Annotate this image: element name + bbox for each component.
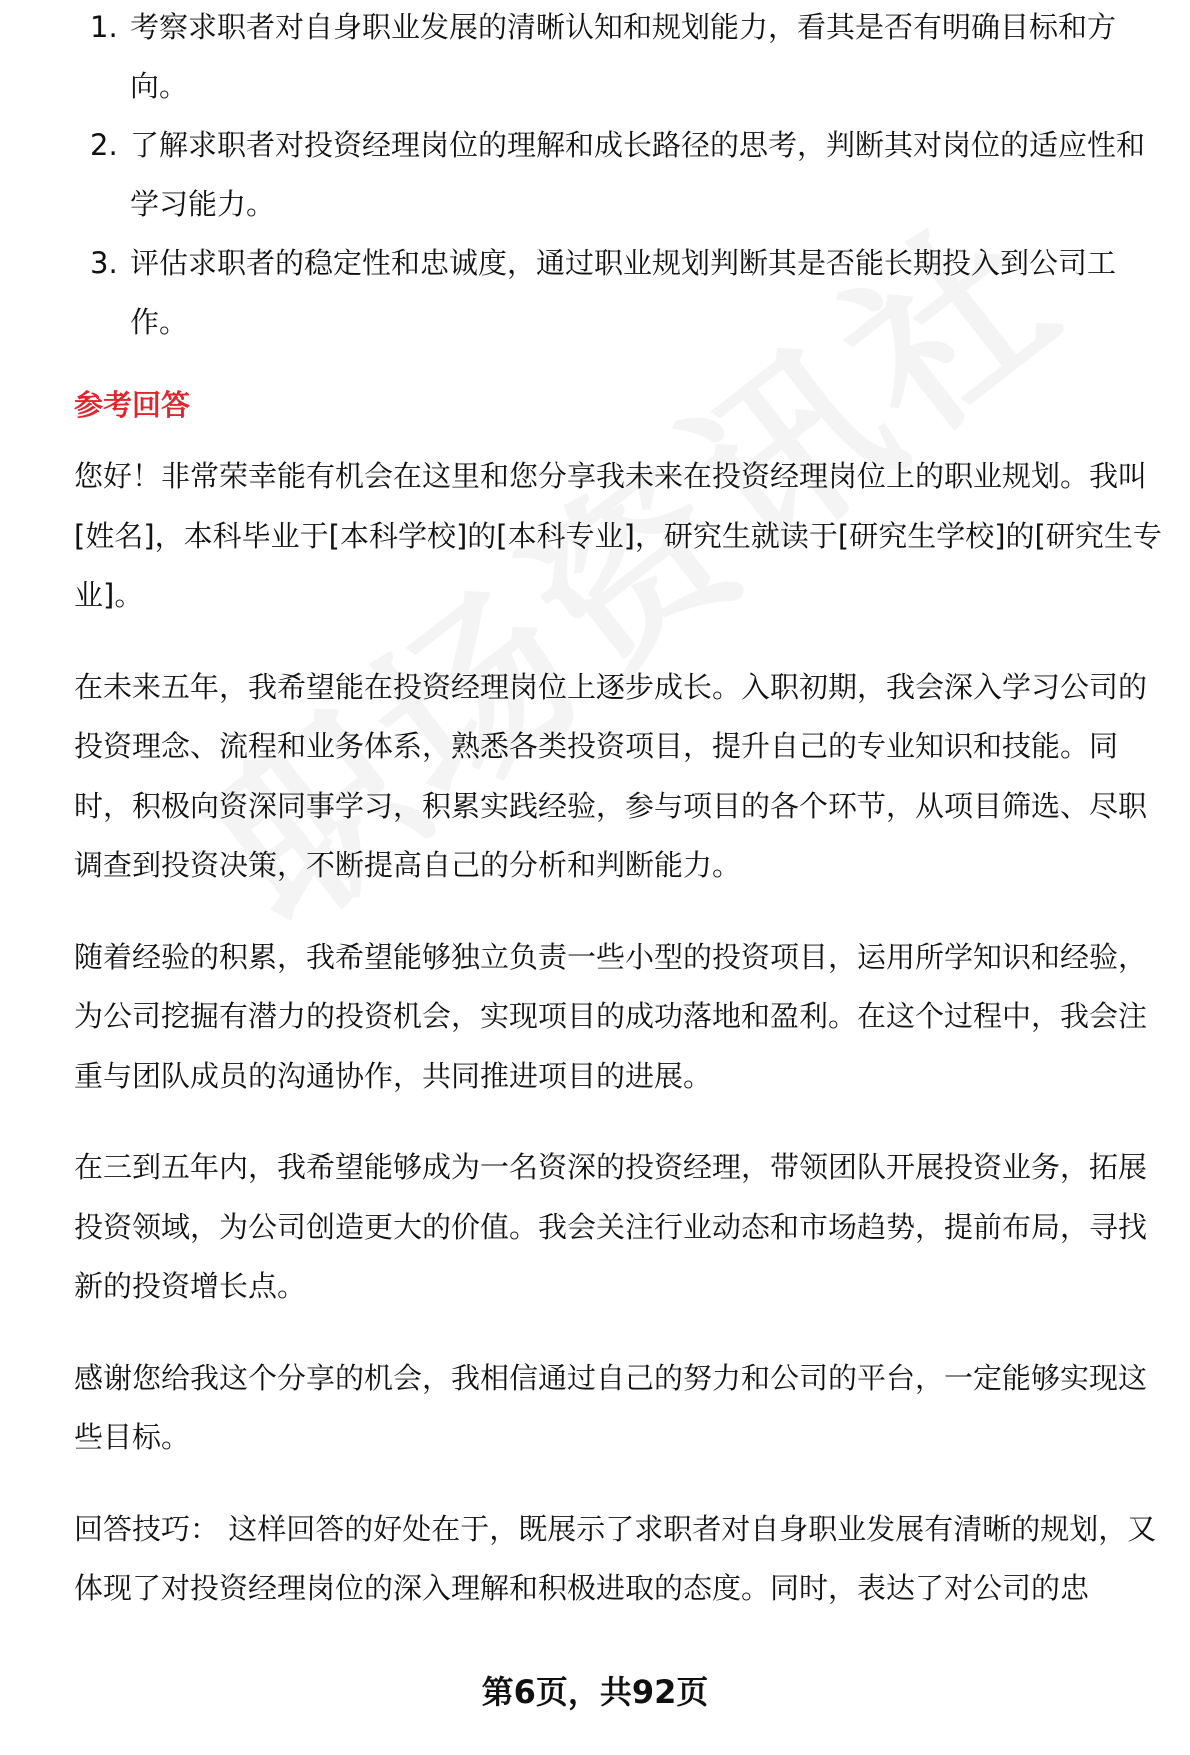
answer-paragraph-five-years: 在未来五年，我希望能在投资经理岗位上逐步成长。入职初期，我会深入学习公司的投资理念、流程和业务体系，熟悉各类投资项目，提升自己的专业知识和技能。同时，积极向资深同事学习，积累实践经验，参与项目的各个环节，从项目筛选、尽职调查到投资决策，不断提高自己的分析和判断能力。	[74, 669, 1148, 882]
list-item	[74, 116, 1169, 234]
page-content	[74, 10, 1169, 1651]
answer-tips-paragraph: 回答技巧： 这样回答的好处在于，既展示了求职者对自身职业发展有清晰的规划，又体现了对投资经理岗位的深入理解和积极进取的态度。同时，表达了对公司的忠	[74, 1511, 1157, 1605]
list-item	[74, 234, 1169, 352]
answer-paragraph-intro: 您好！非常荣幸能有机会在这里和您分享我未来在投资经理岗位上的职业规划。我叫[姓名]，本科毕业于[本科学校]的[本科专业]，研究生就读于[研究生学校]的[研究生专业]。	[74, 459, 1162, 612]
list-number: 3.	[90, 246, 118, 280]
list-item-text: 了解求职者对投资经理岗位的理解和成长路径的思考，判断其对岗位的适应性和学习能力。	[130, 128, 1146, 221]
reasons-list	[74, 0, 1169, 352]
answer-paragraph-experience: 随着经验的积累，我希望能够独立负责一些小型的投资项目，运用所学知识和经验，为公司挖掘有潜力的投资机会，实现项目的成功落地和盈利。在这个过程中，我会注重与团队成员的沟通协作，共同推进项目的进展。	[74, 939, 1148, 1093]
answer-paragraph-thanks: 感谢您给我这个分享的机会，我相信通过自己的努力和公司的平台，一定能够实现这些目标。	[74, 1360, 1148, 1454]
page-number-footer: 第6页，共92页	[481, 1673, 709, 1711]
list-item	[74, 0, 1169, 116]
list-number: 2.	[90, 128, 118, 162]
answer-paragraph-senior: 在三到五年内，我希望能够成为一名资深的投资经理，带领团队开展投资业务，拓展投资领域，为公司创造更大的价值。我会关注行业动态和市场趋势，提前布局，寻找新的投资增长点。	[74, 1150, 1148, 1303]
list-item-text: 评估求职者的稳定性和忠诚度，通过职业规划判断其是否能长期投入到公司工作。	[130, 246, 1117, 339]
list-item-text: 考察求职者对自身职业发展的清晰认知和规划能力，看其是否有明确目标和方向。	[130, 10, 1117, 103]
list-number: 1.	[90, 10, 118, 44]
answer-heading: 参考回答	[74, 388, 191, 422]
